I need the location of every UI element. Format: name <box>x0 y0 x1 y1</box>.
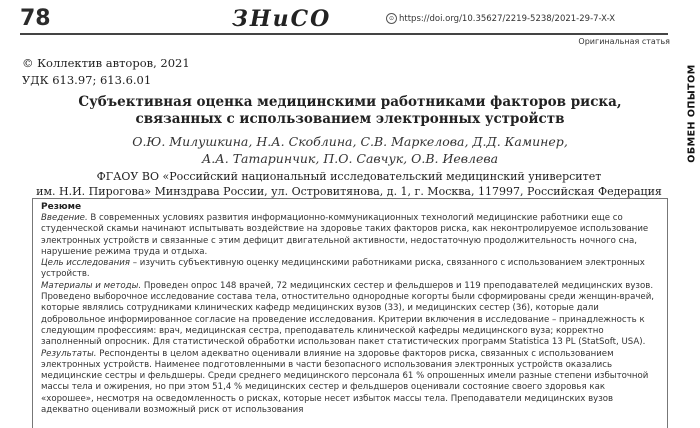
doi-icon: ⊙ <box>386 13 397 24</box>
doi-link[interactable] <box>386 13 615 24</box>
journal-header <box>0 0 700 42</box>
title-line: Субъективная оценка медицинскими работниками факторов риска, <box>78 94 622 110</box>
methods-label: Материалы и методы. <box>41 280 142 291</box>
results-label: Результаты. <box>41 348 97 359</box>
abstract-aim <box>41 258 659 281</box>
journal-logo: ЗНиСО <box>232 6 332 32</box>
article-title <box>40 94 660 128</box>
results-text: Респонденты в целом адекватно оценивали влияние на здоровье факторов риска, связанных с использованием электронных устройств. Наименее подготовленными в части безопасного использования электронных устройств оказались медицинские сестры и фельдшеры. Среди среднего медицинского персонала 61 % опрошенных имели разные степени избыточной массы тела и ожирения, но при этом 51,4 % медицинских сестер и фельдшеров оценивали состояние своего здоровья как «хорошее», несмотря на осведомленность о рисках, которые несет избыток массы тела. Преподаватели медицинских вузов адекватно оценивали возможный риск от использования <box>41 348 649 416</box>
aim-text: – изучить субъективную оценку медицинскими работниками риска, связанного с использованием электронных устройств. <box>41 258 645 280</box>
title-line: связанных с использованием электронных устройств <box>135 111 565 127</box>
udc-code: УДК 613.97; 613.6.01 <box>22 73 152 87</box>
intro-text: В современных условиях развития информационно-коммуникационных технологий медицинские работники еще со студенческой скамьи начинают испытывать воздействие на здоровье таких факторов риска, как неконтролируемое использование электронных устройств и связанные с этим дефицит двигательной активности, недостаточную продолжительность ночного сна, нарушение режима труда и отдыха. <box>41 213 649 257</box>
methods-text: Проведен опрос 148 врачей, 72 медицинских сестер и фельдшеров и 119 преподавателей медицинских вузов. Проведено выборочное исследование состава тела, отностительно однородные когорты были сформированы среди женщин-врачей, которые являлись сотрудниками клинических кафедр медицинских вузов (33), и медицинских сестер (36), которые дали добровольное информированное согласие на проведение исследования. Критерии включения в исследование – принадлежность к следующим профессиям: врач, медицинская сестра, преподаватель клинической кафедры медицинского вуза; корректно заполненный опросник. Для статистической обработки использован пакет статистических программ Statistica 13 PL (StatSoft, USA). <box>41 280 655 348</box>
abstract-results <box>41 349 659 417</box>
doi-text[interactable]: https://doi.org/10.35627/2219-5238/2021-29-7-X-X <box>399 14 616 24</box>
intro-label: Введение. <box>41 213 88 223</box>
affiliation <box>36 169 662 199</box>
abstract-heading: Резюме <box>41 202 82 212</box>
article-type: Оригинальная статья <box>578 37 670 46</box>
abstract-introduction <box>41 213 659 258</box>
affiliation-line: ФГАОУ ВО «Российский национальный исследовательский медицинский университет <box>96 170 602 183</box>
section-side-label <box>682 56 696 176</box>
header-rule <box>20 33 668 35</box>
aim-label: Цель исследования <box>41 258 130 269</box>
affiliation-line: им. Н.И. Пирогова» Минздрава России, ул. Островитянова, д. 1, г. Москва, 117997, Российская Федерация <box>36 185 662 198</box>
authors-line: О.Ю. Милушкина, Н.А. Скоблина, С.В. Маркелова, Д.Д. Каминер, <box>132 134 568 149</box>
abstract-methods <box>41 281 659 349</box>
authors-line: А.А. Татаринчик, П.О. Савчук, О.В. Иевлева <box>201 151 499 166</box>
page-number: 78 <box>20 6 51 31</box>
copyright-line: © Коллектив авторов, 2021 <box>22 56 190 70</box>
author-list <box>40 133 660 167</box>
section-side-label-text: ОБМЕН ОПЫТОМ <box>686 64 698 163</box>
abstract-box <box>32 198 668 428</box>
